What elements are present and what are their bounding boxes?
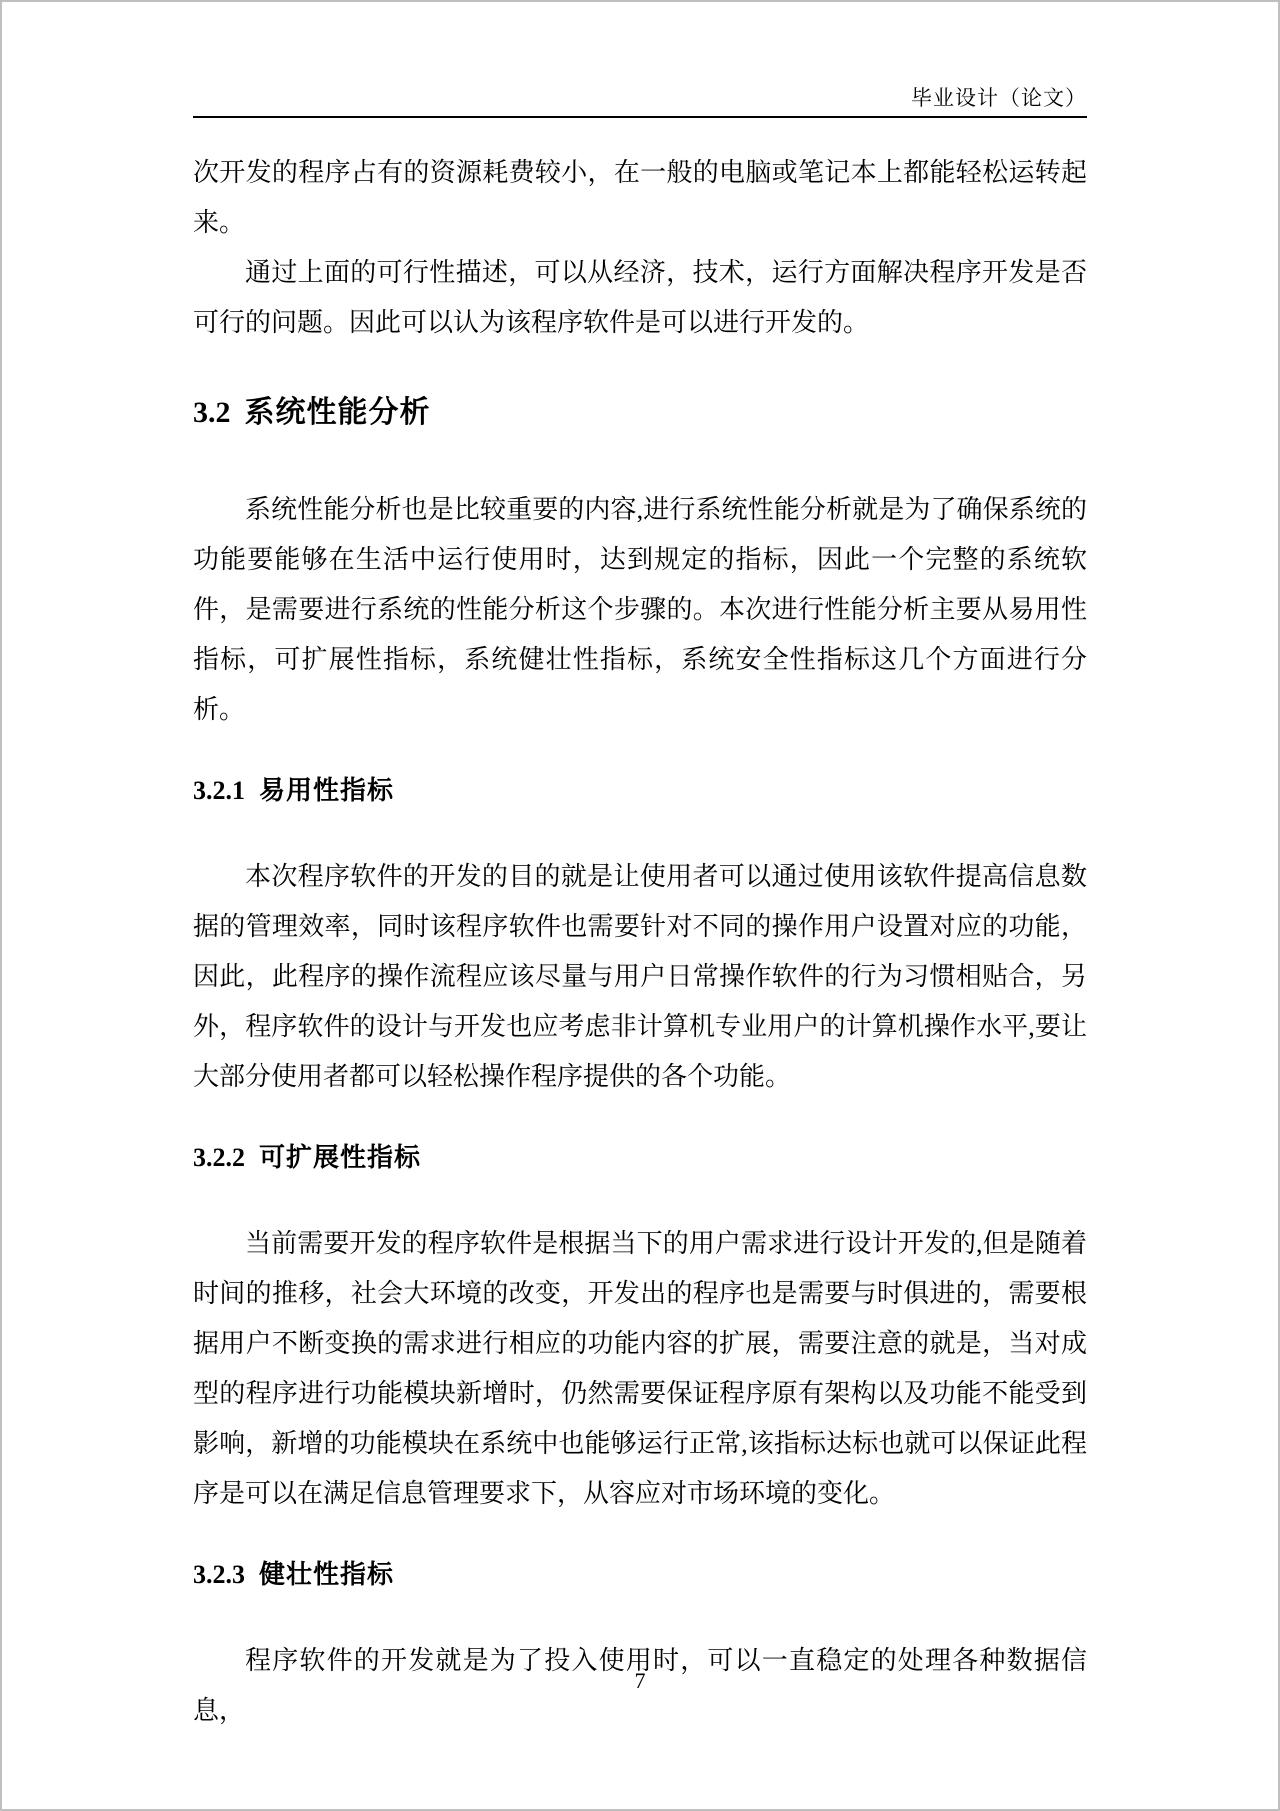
paragraph-usability: 本次程序软件的开发的目的就是让使用者可以通过使用该软件提高信息数据的管理效率，同时该程序软件也需要针对不同的操作用户设置对应的功能，因此，此程序的操作流程应该尽量与用户日常操作软件的行为习惯相贴合，另外，程序软件的设计与开发也应考虑非计算机专业用户的计算机操作水平,要让大部分使用者都可以轻松操作程序提供的各个功能。	[193, 862, 1087, 1091]
paragraph-feasibility-conclusion: 通过上面的可行性描述，可以从经济，技术，运行方面解决程序开发是否可行的问题。因此可以认为该程序软件是可以进行开发的。	[193, 258, 1087, 337]
page-number: 7	[634, 1668, 646, 1693]
paragraph-extensibility: 当前需要开发的程序软件是根据当下的用户需求进行设计开发的,但是随着时间的推移，社会大环境的改变，开发出的程序也是需要与时俱进的，需要根据用户不断变换的需求进行相应的功能内容的扩展，需要注意的就是，当对成型的程序进行功能模块新增时，仍然需要保证程序原有架构以及功能不能受到影响，新增的功能模块在系统中也能够运行正常,该指标达标也就可以保证此程序是可以在满足信息管理要求下，从容应对市场环境的变化。	[193, 1229, 1087, 1508]
paragraph-continuation: 次开发的程序占有的资源耗费较小，在一般的电脑或笔记本上都能轻松运转起来。	[193, 158, 1087, 237]
page-header-title: 毕业设计（论文）	[911, 86, 1087, 110]
section-title: 系统性能分析	[244, 396, 431, 429]
subsection-number: 3.2.1	[193, 776, 245, 805]
paragraph-section-intro: 系统性能分析也是比较重要的内容,进行系统性能分析就是为了确保系统的功能要能够在生活中运行使用时，达到规定的指标，因此一个完整的系统软件，是需要进行系统的性能分析这个步骤的。本次进行性能分析主要从易用性指标，可扩展性指标，系统健壮性指标，系统安全性指标这几个方面进行分析。	[193, 495, 1087, 724]
subsection-number: 3.2.2	[193, 1143, 245, 1172]
page-header	[193, 2, 1087, 118]
subsection-number: 3.2.3	[193, 1560, 245, 1589]
subsection-title: 可扩展性指标	[259, 1142, 422, 1172]
page-content	[193, 2, 1087, 1736]
section-number: 3.2	[193, 396, 231, 429]
paragraph-robustness: 程序软件的开发就是为了投入使用时，可以一直稳定的处理各种数据信息，	[193, 1646, 1087, 1725]
subsection-title: 易用性指标	[259, 775, 395, 805]
subsection-heading-robustness	[193, 1557, 1087, 1592]
subsection-heading-extensibility	[193, 1140, 1087, 1175]
subsection-title: 健壮性指标	[259, 1559, 395, 1589]
section-heading	[193, 394, 1087, 432]
subsection-heading-usability	[193, 773, 1087, 808]
